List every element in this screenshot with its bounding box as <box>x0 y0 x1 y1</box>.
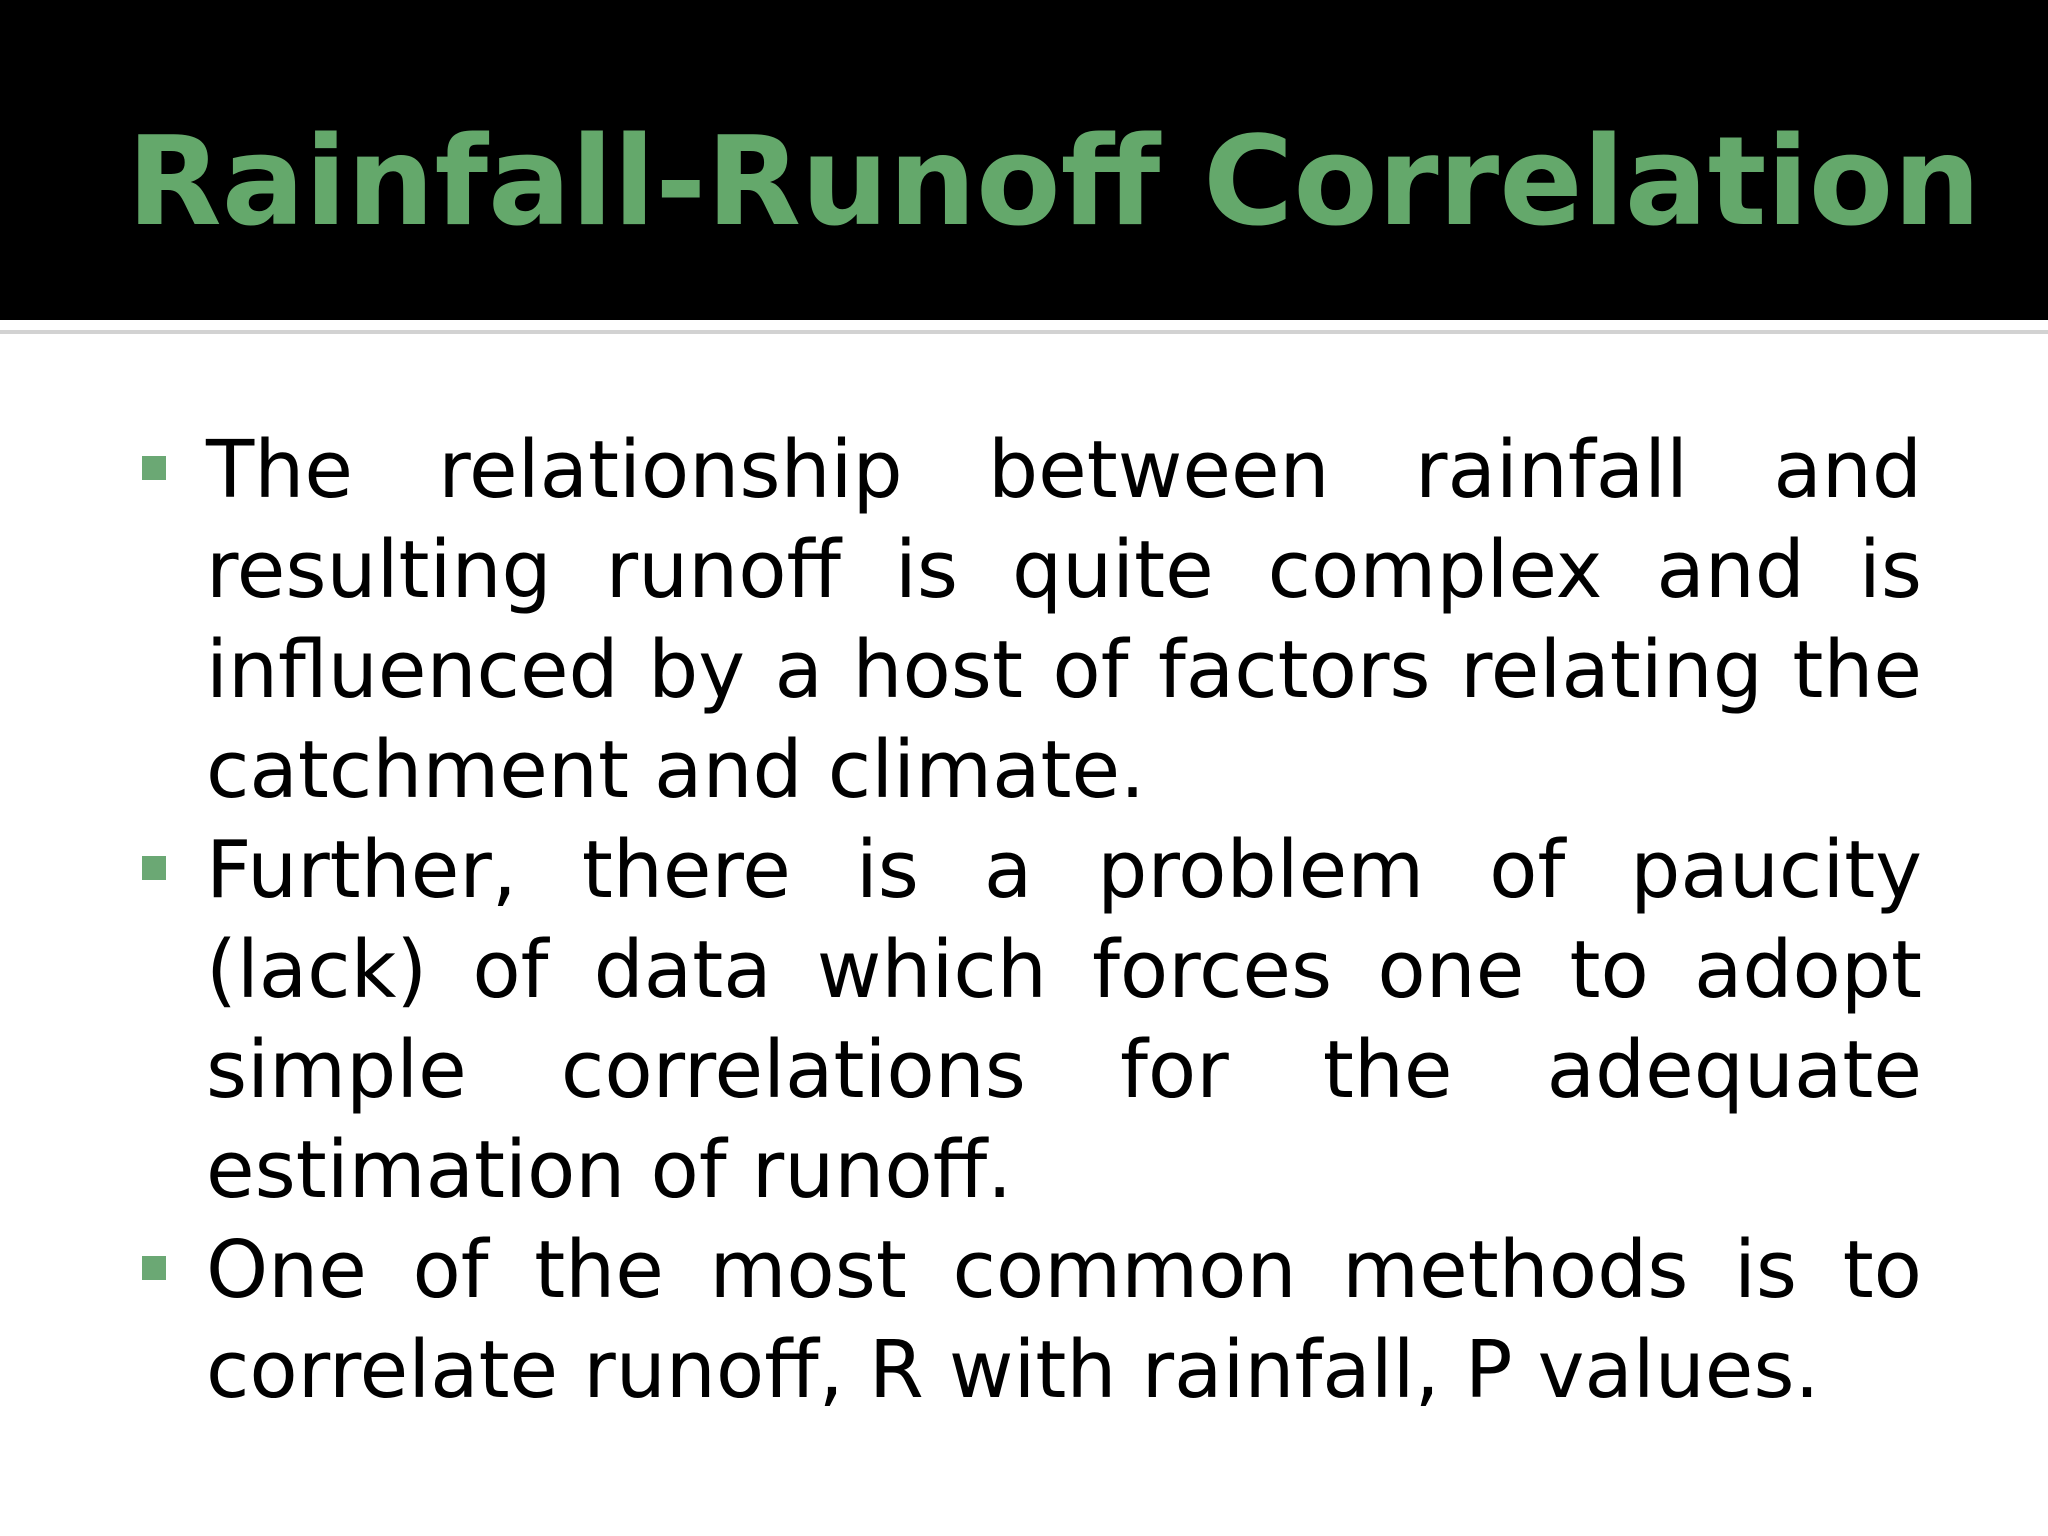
title-bar <box>0 0 2048 320</box>
bullet-list <box>134 420 1922 1420</box>
square-bullet-icon <box>142 1256 166 1280</box>
bullet-text: One of the most common methods is to correlate runoff, R with rainfall, P values. <box>206 1224 1922 1416</box>
list-item <box>134 1220 1922 1420</box>
slide-title: Rainfall-Runoff Correlation <box>127 111 1981 254</box>
list-item <box>134 420 1922 820</box>
bullet-text: Further, there is a problem of paucity (lack) of data which forces one to adopt simple correlations for the adequate estimation of runoff. <box>206 824 1922 1216</box>
title-divider <box>0 330 2048 334</box>
bullet-text: The relationship between rainfall and resulting runoff is quite complex and is influenced by a host of factors relating the catchment and climate. <box>206 424 1922 816</box>
square-bullet-icon <box>142 456 166 480</box>
square-bullet-icon <box>142 856 166 880</box>
list-item <box>134 820 1922 1220</box>
